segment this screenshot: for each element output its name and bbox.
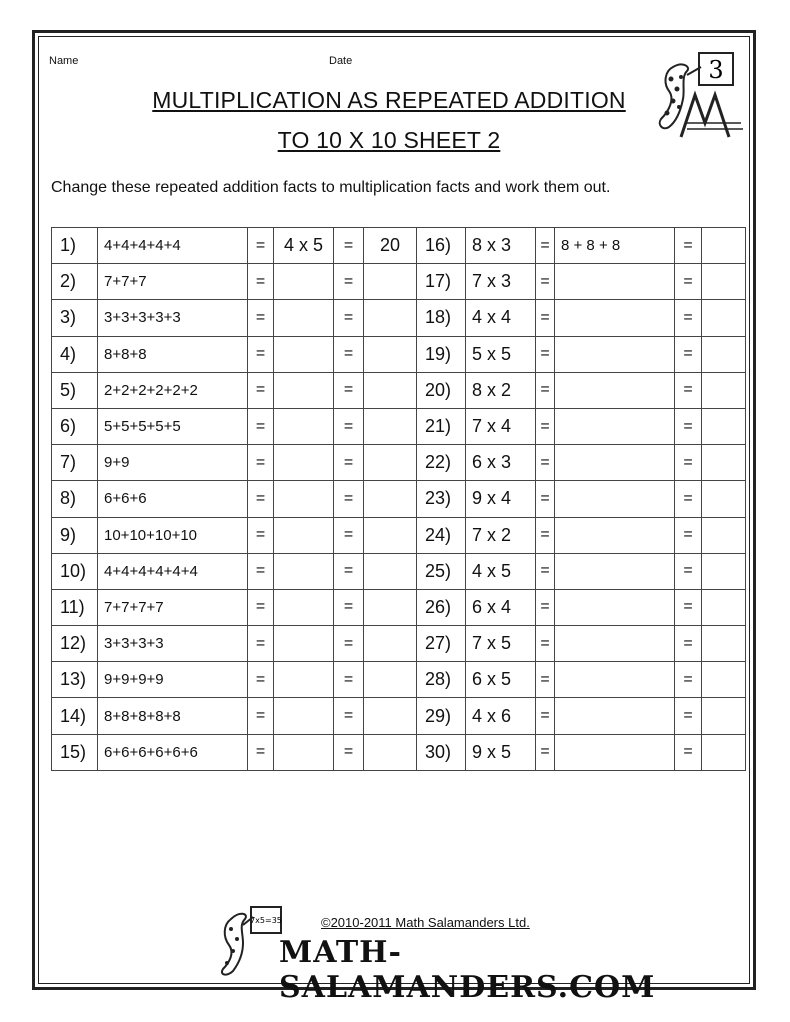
- addition-answer-field[interactable]: [555, 553, 675, 589]
- result-answer-field[interactable]: [364, 517, 417, 553]
- equals-sign: =: [536, 481, 555, 517]
- problem-number: 15): [52, 734, 98, 770]
- equals-sign: =: [675, 372, 702, 408]
- equals-sign: =: [536, 553, 555, 589]
- result-answer-field[interactable]: [364, 553, 417, 589]
- equals-sign: =: [675, 408, 702, 444]
- repeated-addition: 3+3+3+3: [98, 626, 248, 662]
- equals-sign: =: [334, 481, 364, 517]
- equals-sign: =: [675, 336, 702, 372]
- problem-number: 5): [52, 372, 98, 408]
- addition-answer-field[interactable]: [555, 336, 675, 372]
- multiplication-fact: 6 x 5: [466, 662, 536, 698]
- equals-sign: =: [675, 626, 702, 662]
- problem-number: 19): [417, 336, 466, 372]
- addition-answer-field[interactable]: [555, 517, 675, 553]
- problem-number: 12): [52, 626, 98, 662]
- salamander-body: [660, 64, 688, 128]
- addition-answer-field[interactable]: [555, 589, 675, 625]
- equals-sign: =: [536, 662, 555, 698]
- table-row: [52, 626, 746, 662]
- multiplication-fact: 4 x 4: [466, 300, 536, 336]
- addition-answer-field[interactable]: [555, 626, 675, 662]
- result-answer-field[interactable]: [702, 300, 746, 336]
- equals-sign: =: [536, 698, 555, 734]
- name-label: Name: [49, 55, 79, 67]
- multiplication-fact: 4 x 6: [466, 698, 536, 734]
- result-answer-field[interactable]: [702, 445, 746, 481]
- equals-sign: =: [536, 408, 555, 444]
- multiplication-fact: 4 x 5: [466, 553, 536, 589]
- problem-number: 3): [52, 300, 98, 336]
- result-answer-field[interactable]: [702, 662, 746, 698]
- multiplication-answer-field[interactable]: [274, 517, 334, 553]
- result-answer-field[interactable]: [702, 408, 746, 444]
- table-row: [52, 698, 746, 734]
- multiplication-answer-field[interactable]: [274, 336, 334, 372]
- instructions: Change these repeated addition facts to multiplication facts and work them out.: [51, 179, 611, 196]
- table-row: [52, 408, 746, 444]
- equals-sign: =: [675, 300, 702, 336]
- table-row: [52, 336, 746, 372]
- equals-sign: =: [248, 372, 274, 408]
- equals-sign: =: [334, 698, 364, 734]
- problem-number: 22): [417, 445, 466, 481]
- table-row: [52, 589, 746, 625]
- repeated-addition: 6+6+6: [98, 481, 248, 517]
- multiplication-answer-field[interactable]: [274, 300, 334, 336]
- equals-sign: =: [675, 445, 702, 481]
- equals-sign: =: [675, 264, 702, 300]
- equals-sign: =: [675, 517, 702, 553]
- result-answer-field[interactable]: [702, 734, 746, 770]
- equals-sign: =: [248, 734, 274, 770]
- problem-number: 24): [417, 517, 466, 553]
- repeated-addition: 10+10+10+10: [98, 517, 248, 553]
- addition-answer-field[interactable]: [555, 481, 675, 517]
- equals-sign: =: [675, 481, 702, 517]
- result-answer-field[interactable]: [364, 445, 417, 481]
- equals-sign: =: [248, 589, 274, 625]
- equals-sign: =: [248, 553, 274, 589]
- problem-number: 1): [52, 228, 98, 264]
- problem-number: 16): [417, 228, 466, 264]
- problem-number: 7): [52, 445, 98, 481]
- result-answer-field[interactable]: [364, 300, 417, 336]
- problem-number: 11): [52, 589, 98, 625]
- result-answer-field[interactable]: [702, 481, 746, 517]
- equals-sign: =: [248, 626, 274, 662]
- problem-number: 20): [417, 372, 466, 408]
- multiplication-answer-field[interactable]: [274, 662, 334, 698]
- table-row: [52, 553, 746, 589]
- repeated-addition: 9+9+9+9: [98, 662, 248, 698]
- equals-sign: =: [536, 734, 555, 770]
- equals-sign: =: [675, 698, 702, 734]
- equals-sign: =: [675, 734, 702, 770]
- repeated-addition: 7+7+7+7: [98, 589, 248, 625]
- problem-number: 23): [417, 481, 466, 517]
- addition-answer-field[interactable]: [555, 445, 675, 481]
- result-answer-field[interactable]: [702, 589, 746, 625]
- salamander-logo-top: [651, 49, 749, 139]
- table-row: [52, 372, 746, 408]
- addition-answer-field[interactable]: [555, 372, 675, 408]
- result-answer-field[interactable]: [364, 662, 417, 698]
- equals-sign: =: [248, 481, 274, 517]
- table-row: [52, 517, 746, 553]
- multiplication-fact: 6 x 3: [466, 445, 536, 481]
- repeated-addition: 7+7+7: [98, 264, 248, 300]
- problem-number: 4): [52, 336, 98, 372]
- addition-answer-field[interactable]: [555, 408, 675, 444]
- repeated-addition: 3+3+3+3+3: [98, 300, 248, 336]
- equals-sign: =: [536, 372, 555, 408]
- multiplication-fact: 8 x 2: [466, 372, 536, 408]
- repeated-addition: 9+9: [98, 445, 248, 481]
- repeated-addition: 2+2+2+2+2+2: [98, 372, 248, 408]
- equals-sign: =: [248, 336, 274, 372]
- equals-sign: =: [536, 589, 555, 625]
- equals-sign: =: [675, 553, 702, 589]
- table-row: [52, 662, 746, 698]
- equals-sign: =: [248, 698, 274, 734]
- equals-sign: =: [248, 300, 274, 336]
- table-row: [52, 481, 746, 517]
- equals-sign: =: [334, 662, 364, 698]
- multiplication-answer-field[interactable]: [274, 445, 334, 481]
- equals-sign: =: [536, 626, 555, 662]
- addition-answer-field[interactable]: [555, 264, 675, 300]
- repeated-addition: 8+8+8: [98, 336, 248, 372]
- page-title-line-2: TO 10 X 10 SHEET 2: [277, 127, 501, 153]
- equals-sign: =: [334, 445, 364, 481]
- page-title-line-1: MULTIPLICATION AS REPEATED ADDITION: [152, 87, 626, 113]
- problem-number: 8): [52, 481, 98, 517]
- equals-sign: =: [536, 228, 555, 264]
- salamander-logo-footer: [217, 905, 287, 977]
- result-answer-field[interactable]: [364, 481, 417, 517]
- problem-number: 27): [417, 626, 466, 662]
- addition-answer-field[interactable]: [555, 300, 675, 336]
- multiplication-answer-field[interactable]: [274, 264, 334, 300]
- equals-sign: =: [248, 228, 274, 264]
- addition-answer-field[interactable]: 8 + 8 + 8: [555, 228, 675, 264]
- multiplication-answer-field[interactable]: [274, 589, 334, 625]
- equals-sign: =: [334, 300, 364, 336]
- equals-sign: =: [248, 264, 274, 300]
- multiplication-fact: 9 x 5: [466, 734, 536, 770]
- equals-sign: =: [334, 734, 364, 770]
- multiplication-answer-field[interactable]: [274, 626, 334, 662]
- multiplication-answer-field[interactable]: [274, 553, 334, 589]
- multiplication-answer-field[interactable]: [274, 408, 334, 444]
- problem-number: 21): [417, 408, 466, 444]
- multiplication-fact: 8 x 3: [466, 228, 536, 264]
- result-answer-field[interactable]: [364, 264, 417, 300]
- problem-number: 17): [417, 264, 466, 300]
- equals-sign: =: [248, 662, 274, 698]
- addition-answer-field[interactable]: [555, 734, 675, 770]
- result-answer-field[interactable]: [364, 336, 417, 372]
- problem-number: 2): [52, 264, 98, 300]
- equals-sign: =: [536, 517, 555, 553]
- footer-badge-text: 7x5=35: [250, 916, 282, 925]
- repeated-addition: 4+4+4+4+4: [98, 228, 248, 264]
- equals-sign: =: [334, 517, 364, 553]
- multiplication-answer-field[interactable]: [274, 734, 334, 770]
- equals-sign: =: [536, 264, 555, 300]
- result-answer-field[interactable]: [364, 734, 417, 770]
- problem-number: 26): [417, 589, 466, 625]
- addition-answer-field[interactable]: [555, 662, 675, 698]
- repeated-addition: 5+5+5+5+5: [98, 408, 248, 444]
- multiplication-answer-field[interactable]: 4 x 5: [274, 228, 334, 264]
- multiplication-fact: 7 x 3: [466, 264, 536, 300]
- copyright-text: ©2010-2011 Math Salamanders Ltd.: [321, 915, 530, 930]
- table-row: [52, 228, 746, 264]
- equals-sign: =: [675, 228, 702, 264]
- problem-number: 13): [52, 662, 98, 698]
- multiplication-fact: 7 x 5: [466, 626, 536, 662]
- table-row: [52, 264, 746, 300]
- addition-answer-field[interactable]: [555, 698, 675, 734]
- problem-number: 30): [417, 734, 466, 770]
- multiplication-fact: 9 x 4: [466, 481, 536, 517]
- equals-sign: =: [334, 264, 364, 300]
- equals-sign: =: [334, 336, 364, 372]
- problem-number: 28): [417, 662, 466, 698]
- result-answer-field[interactable]: [702, 698, 746, 734]
- equals-sign: =: [334, 372, 364, 408]
- table-row: [52, 734, 746, 770]
- result-answer-field[interactable]: [364, 626, 417, 662]
- brand-wordmark: MATH-SALAMANDERS.COM: [279, 935, 656, 1005]
- equals-sign: =: [334, 589, 364, 625]
- table-row: [52, 445, 746, 481]
- result-answer-field[interactable]: [702, 553, 746, 589]
- repeated-addition: 4+4+4+4+4+4: [98, 553, 248, 589]
- equals-sign: =: [334, 553, 364, 589]
- equals-sign: =: [334, 626, 364, 662]
- equals-sign: =: [675, 589, 702, 625]
- repeated-addition: 6+6+6+6+6+6: [98, 734, 248, 770]
- footer-salamander-body: [222, 914, 246, 975]
- result-answer-field[interactable]: [364, 408, 417, 444]
- logo-m-letter: [681, 95, 729, 137]
- equals-sign: =: [248, 517, 274, 553]
- multiplication-answer-field[interactable]: [274, 372, 334, 408]
- equals-sign: =: [248, 445, 274, 481]
- result-answer-field[interactable]: [702, 228, 746, 264]
- equals-sign: =: [248, 408, 274, 444]
- problem-number: 10): [52, 553, 98, 589]
- problems-table: [51, 227, 746, 771]
- multiplication-fact: 5 x 5: [466, 336, 536, 372]
- result-answer-field[interactable]: [364, 698, 417, 734]
- result-answer-field[interactable]: [364, 372, 417, 408]
- result-answer-field[interactable]: [702, 264, 746, 300]
- multiplication-fact: 7 x 2: [466, 517, 536, 553]
- problem-number: 25): [417, 553, 466, 589]
- equals-sign: =: [536, 336, 555, 372]
- worksheet-border: [32, 30, 756, 1005]
- result-answer-field[interactable]: [364, 589, 417, 625]
- multiplication-answer-field[interactable]: [274, 698, 334, 734]
- equals-sign: =: [536, 300, 555, 336]
- problem-number: 18): [417, 300, 466, 336]
- problem-number: 6): [52, 408, 98, 444]
- repeated-addition: 8+8+8+8+8: [98, 698, 248, 734]
- problem-number: 29): [417, 698, 466, 734]
- problem-number: 9): [52, 517, 98, 553]
- multiplication-fact: 6 x 4: [466, 589, 536, 625]
- multiplication-answer-field[interactable]: [274, 481, 334, 517]
- logo-badge-number: 3: [708, 56, 724, 84]
- equals-sign: =: [334, 408, 364, 444]
- equals-sign: =: [675, 662, 702, 698]
- result-answer-field[interactable]: [702, 336, 746, 372]
- result-answer-field[interactable]: [702, 517, 746, 553]
- worksheet-inner-border: [38, 36, 750, 1005]
- result-answer-field[interactable]: [702, 372, 746, 408]
- multiplication-fact: 7 x 4: [466, 408, 536, 444]
- problem-number: 14): [52, 698, 98, 734]
- table-row: [52, 300, 746, 336]
- equals-sign: =: [536, 445, 555, 481]
- equals-sign: =: [334, 228, 364, 264]
- date-label: Date: [329, 55, 353, 67]
- result-answer-field[interactable]: [702, 626, 746, 662]
- result-answer-field[interactable]: 20: [364, 228, 417, 264]
